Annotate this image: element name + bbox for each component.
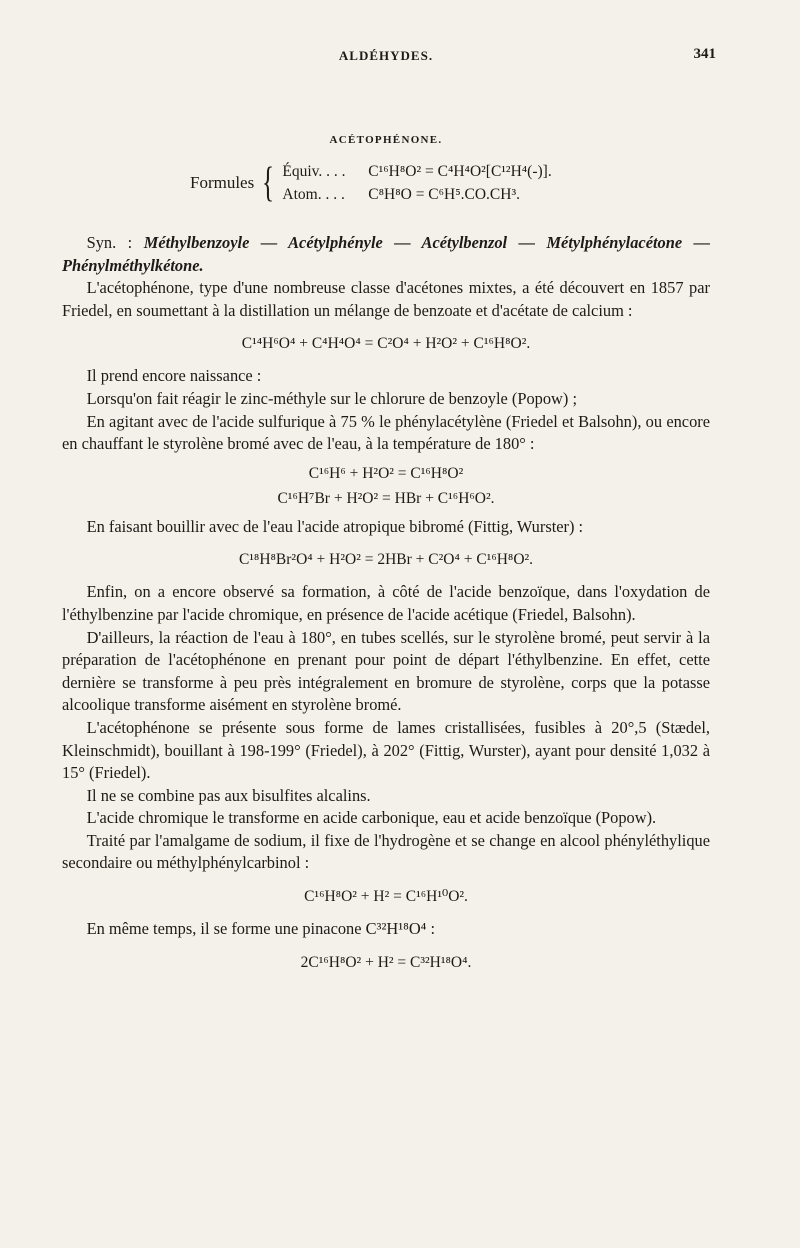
paragraph: L'acétophénone se présente sous forme de lames cristallisées, fusibles à 20°,5 (Stædel, Kleinschmidt), bouillant à 198-199° (Friedel), à 202° (Fittig, Wurster), ayant pour densité 1,032 à 15° (Friedel). (62, 717, 710, 783)
equation: C¹⁴H⁶O⁴ + C⁴H⁴O⁴ = C²O⁴ + H²O² + C¹⁶H⁸O². (241, 335, 531, 353)
formula-line-equiv (282, 160, 551, 183)
paragraph: Lorsqu'on fait réagir le zinc-méthyle sur le chlorure de benzoyle (Popow) ; (86, 388, 577, 408)
syn-names: Méthylbenzoyle — Acétylphényle — Acétylbenzol — Métylphénylacétone — Phénylméthylkétone. (62, 233, 710, 275)
formula-key: Atom. . . . (282, 186, 345, 203)
document-page (62, 40, 716, 984)
paragraph: L'acétophénone, type d'une nombreuse classe d'acétones mixtes, a été découvert en 1857 par Friedel, en soumettant à la distillation un mélange de benzoate et d'acétate de calcium : (62, 278, 710, 320)
section-title: ACÉTOPHÉNONE. (329, 134, 443, 146)
paragraph: En même temps, il se forme une pinacone C³²H¹⁸O⁴ : (86, 919, 436, 939)
equation: C¹⁶H⁷Br + H²O² = HBr + C¹⁶H⁶O². (277, 489, 495, 507)
equation: C¹⁸H⁸Br²O⁴ + H²O² = 2HBr + C²O⁴ + C¹⁶H⁸O². (238, 551, 534, 569)
running-title: ALDÉHYDES. (338, 48, 434, 63)
brace-icon: { (262, 160, 275, 206)
paragraph: Enfin, on a encore observé sa formation, à côté de l'acide benzoïque, dans l'oxydation de l'éthylbenzine par l'acide chromique, en présence de l'acide acétique (Friedel, Balsohn). (62, 582, 710, 624)
equation: C¹⁶H⁸O² + H² = C¹⁶H¹⁰O². (304, 888, 468, 906)
paragraph: L'acide chromique le transforme en acide carbonique, eau et acide benzoïque (Popow). (86, 808, 657, 828)
paragraph: D'ailleurs, la réaction de l'eau à 180°, en tubes scellés, sur le styrolène bromé, peut servir à la préparation de l'acétophénone en prenant pour point de départ l'éthylbenzine. En effet, cette dernière se transforme à peu près intégralement en bromure de styrolène, corps que la potasse alcoolique transforme aisément en styrolène bromé. (62, 627, 710, 715)
formula-lines (282, 160, 551, 206)
formula-value: C⁸H⁸O = C⁶H⁵.CO.CH³. (368, 186, 520, 203)
syn-prefix: Syn. : (86, 233, 133, 252)
equation: 2C¹⁶H⁸O² + H² = C³²H¹⁸O⁴. (300, 953, 472, 971)
formula-value: C¹⁶H⁸O² = C⁴H⁴O²[C¹²H⁴(-)]. (368, 163, 552, 180)
page-number: 341 (693, 46, 716, 62)
equation: C¹⁶H⁶ + H²O² = C¹⁶H⁸O² (308, 464, 464, 482)
paragraph: Il ne se combine pas aux bisulfites alcalins. (86, 785, 371, 805)
paragraph: En faisant bouillir avec de l'eau l'acide atropique bibromé (Fittig, Wurster) : (86, 516, 584, 536)
formula-label: Formules (190, 173, 255, 192)
formula-block (190, 160, 710, 206)
paragraph: En agitant avec de l'acide sulfurique à 75 % le phénylacétylène (Friedel et Balsohn), ou encore en chauffant le styrolène bromé avec de l'eau, à la température de 180° : (62, 411, 710, 454)
synonyms (62, 232, 710, 277)
page-header (62, 40, 716, 64)
paragraph: Il prend encore naissance : (86, 366, 262, 386)
formula-key: Équiv. . . . (282, 163, 346, 180)
formula-line-atom (282, 183, 551, 206)
paragraph: Traité par l'amalgame de sodium, il fixe de l'hydrogène et se change en alcool phényléthylique secondaire ou méthylphénylcarbinol : (62, 830, 710, 873)
